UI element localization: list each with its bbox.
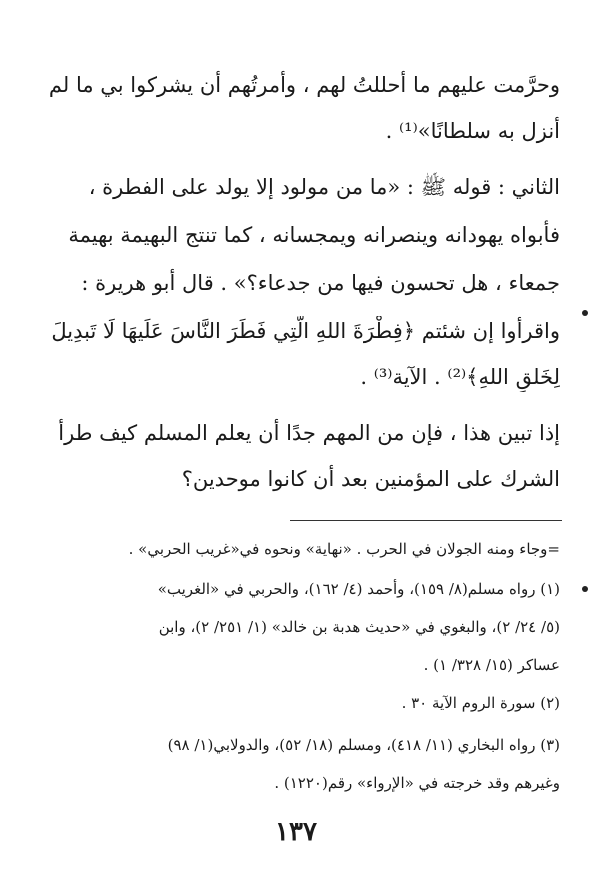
footnote-separator [290, 520, 562, 521]
margin-mark [582, 310, 588, 316]
footnote-line-1: =وجاء ومنه الجولان في الحرب . «نهاية» ونحوه في«غريب الحربي» . [128, 540, 560, 558]
main-text-line-2: أنزل به سلطانًا»⁽¹⁾ . [385, 119, 560, 143]
main-text-line-8: إذا تبين هذا ، فإن من المهم جدًا أن يعلم المسلم كيف طرأ [58, 421, 560, 445]
footnote-line-3: (٥/ ٢٤/ ٢)، والبغوي في «حديث هدبة بن خالد» (١/ ٢٥١/ ٢)، وابن [158, 618, 560, 636]
footnote-line-5: (٢) سورة الروم الآية ٣٠ . [401, 694, 560, 712]
footnote-line-7: وغيرهم وقد خرجته في «الإرواء» رقم(١٢٢٠) . [274, 774, 560, 792]
main-text-line-4: فأبواه يهودانه وينصرانه ويمجسانه ، كما تنتج البهيمة بهيمة [68, 223, 560, 247]
main-text-line-6: واقرأوا إن شئتم ﴿فِطْرَةَ اللهِ الَّتِي فَطَرَ النَّاسَ عَلَيهَا لَا تَبدِيلَ [51, 319, 560, 343]
main-text-line-7: لِخَلقِ اللهِ﴾⁽²⁾ . الآية⁽³⁾ . [360, 365, 560, 389]
main-text-line-1: وحرَّمت عليهم ما أحللتُ لهم ، وأمرتُهم أن يشركوا بي ما لم [48, 73, 560, 97]
main-text-line-5: جمعاء ، هل تحسون فيها من جدعاء؟» . قال أبو هريرة : [81, 271, 560, 295]
main-text-line-3: الثاني : قوله ﷺ : «ما من مولود إلا يولد على الفطرة ، [88, 175, 560, 199]
footnote-line-2: (١) رواه مسلم(٨/ ١٥٩)، وأحمد (٤/ ١٦٢)، والحربي في «الغريب» [157, 580, 560, 598]
page-number: ١٣٧ [275, 817, 317, 847]
footnote-line-6: (٣) رواه البخاري (١١/ ٤١٨)، ومسلم (١٨/ ٥٢)، والدولابي(١/ ٩٨) [167, 736, 560, 754]
main-text-line-9: الشرك على المؤمنين بعد أن كانوا موحدين؟ [181, 467, 560, 491]
footnote-line-4: عساكر (١٥/ ٣٢٨/ ١) . [423, 656, 560, 674]
margin-mark [582, 586, 588, 592]
